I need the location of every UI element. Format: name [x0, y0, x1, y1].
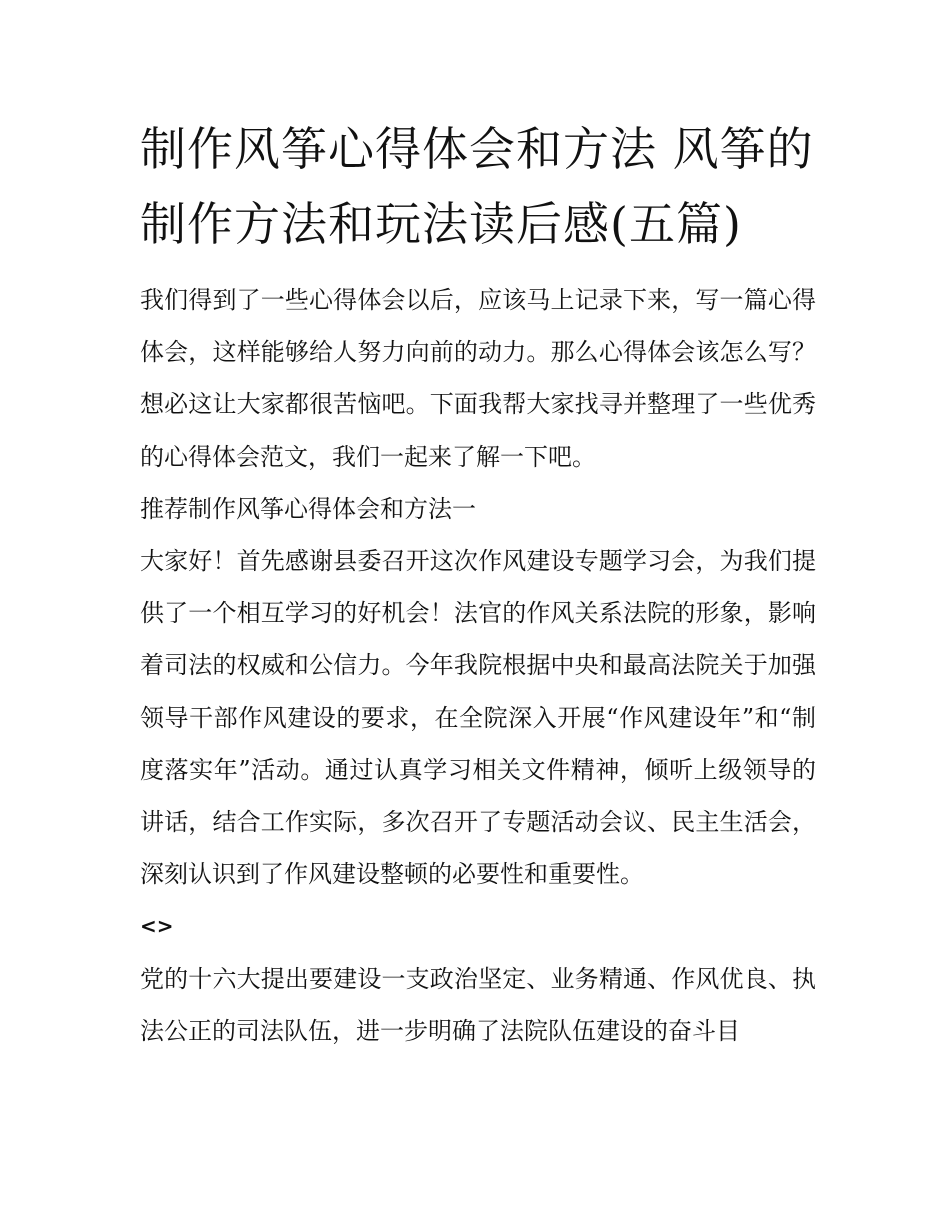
section-heading: 推荐制作风筝心得体会和方法一: [140, 494, 476, 523]
body-paragraph-2: 党的十六大提出要建设一支政治坚定、业务精通、作风优良、执法公正的司法队伍，进一步明确了法院队伍建设的奋斗目: [140, 964, 816, 1045]
document-page: [140, 112, 816, 1057]
document-body: [140, 274, 816, 1057]
paragraph-marker: <>: [140, 914, 174, 939]
intro-paragraph: 我们得到了一些心得体会以后，应该马上记录下来，写一篇心得体会，这样能够给人努力向前的动力。那么心得体会该怎么写？想必这让大家都很苦恼吧。下面我帮大家找寻并整理了一些优秀的心得体会范文，我们一起来了解一下吧。: [140, 286, 816, 471]
body-paragraph-1: 大家好！首先感谢县委召开这次作风建设专题学习会，为我们提供了一个相互学习的好机会！法官的作风关系法院的形象，影响着司法的权威和公信力。今年我院根据中央和最高法院关于加强领导干部作风建设的要求，在全院深入开展“作风建设年”和“制度落实年”活动。通过认真学习相关文件精神，倾听上级领导的讲话，结合工作实际，多次召开了专题活动会议、民主生活会，深刻认识到了作风建设整顿的必要性和重要性。: [140, 547, 816, 889]
document-title: 制作风筝心得体会和方法 风筝的制作方法和玩法读后感(五篇): [140, 122, 814, 251]
